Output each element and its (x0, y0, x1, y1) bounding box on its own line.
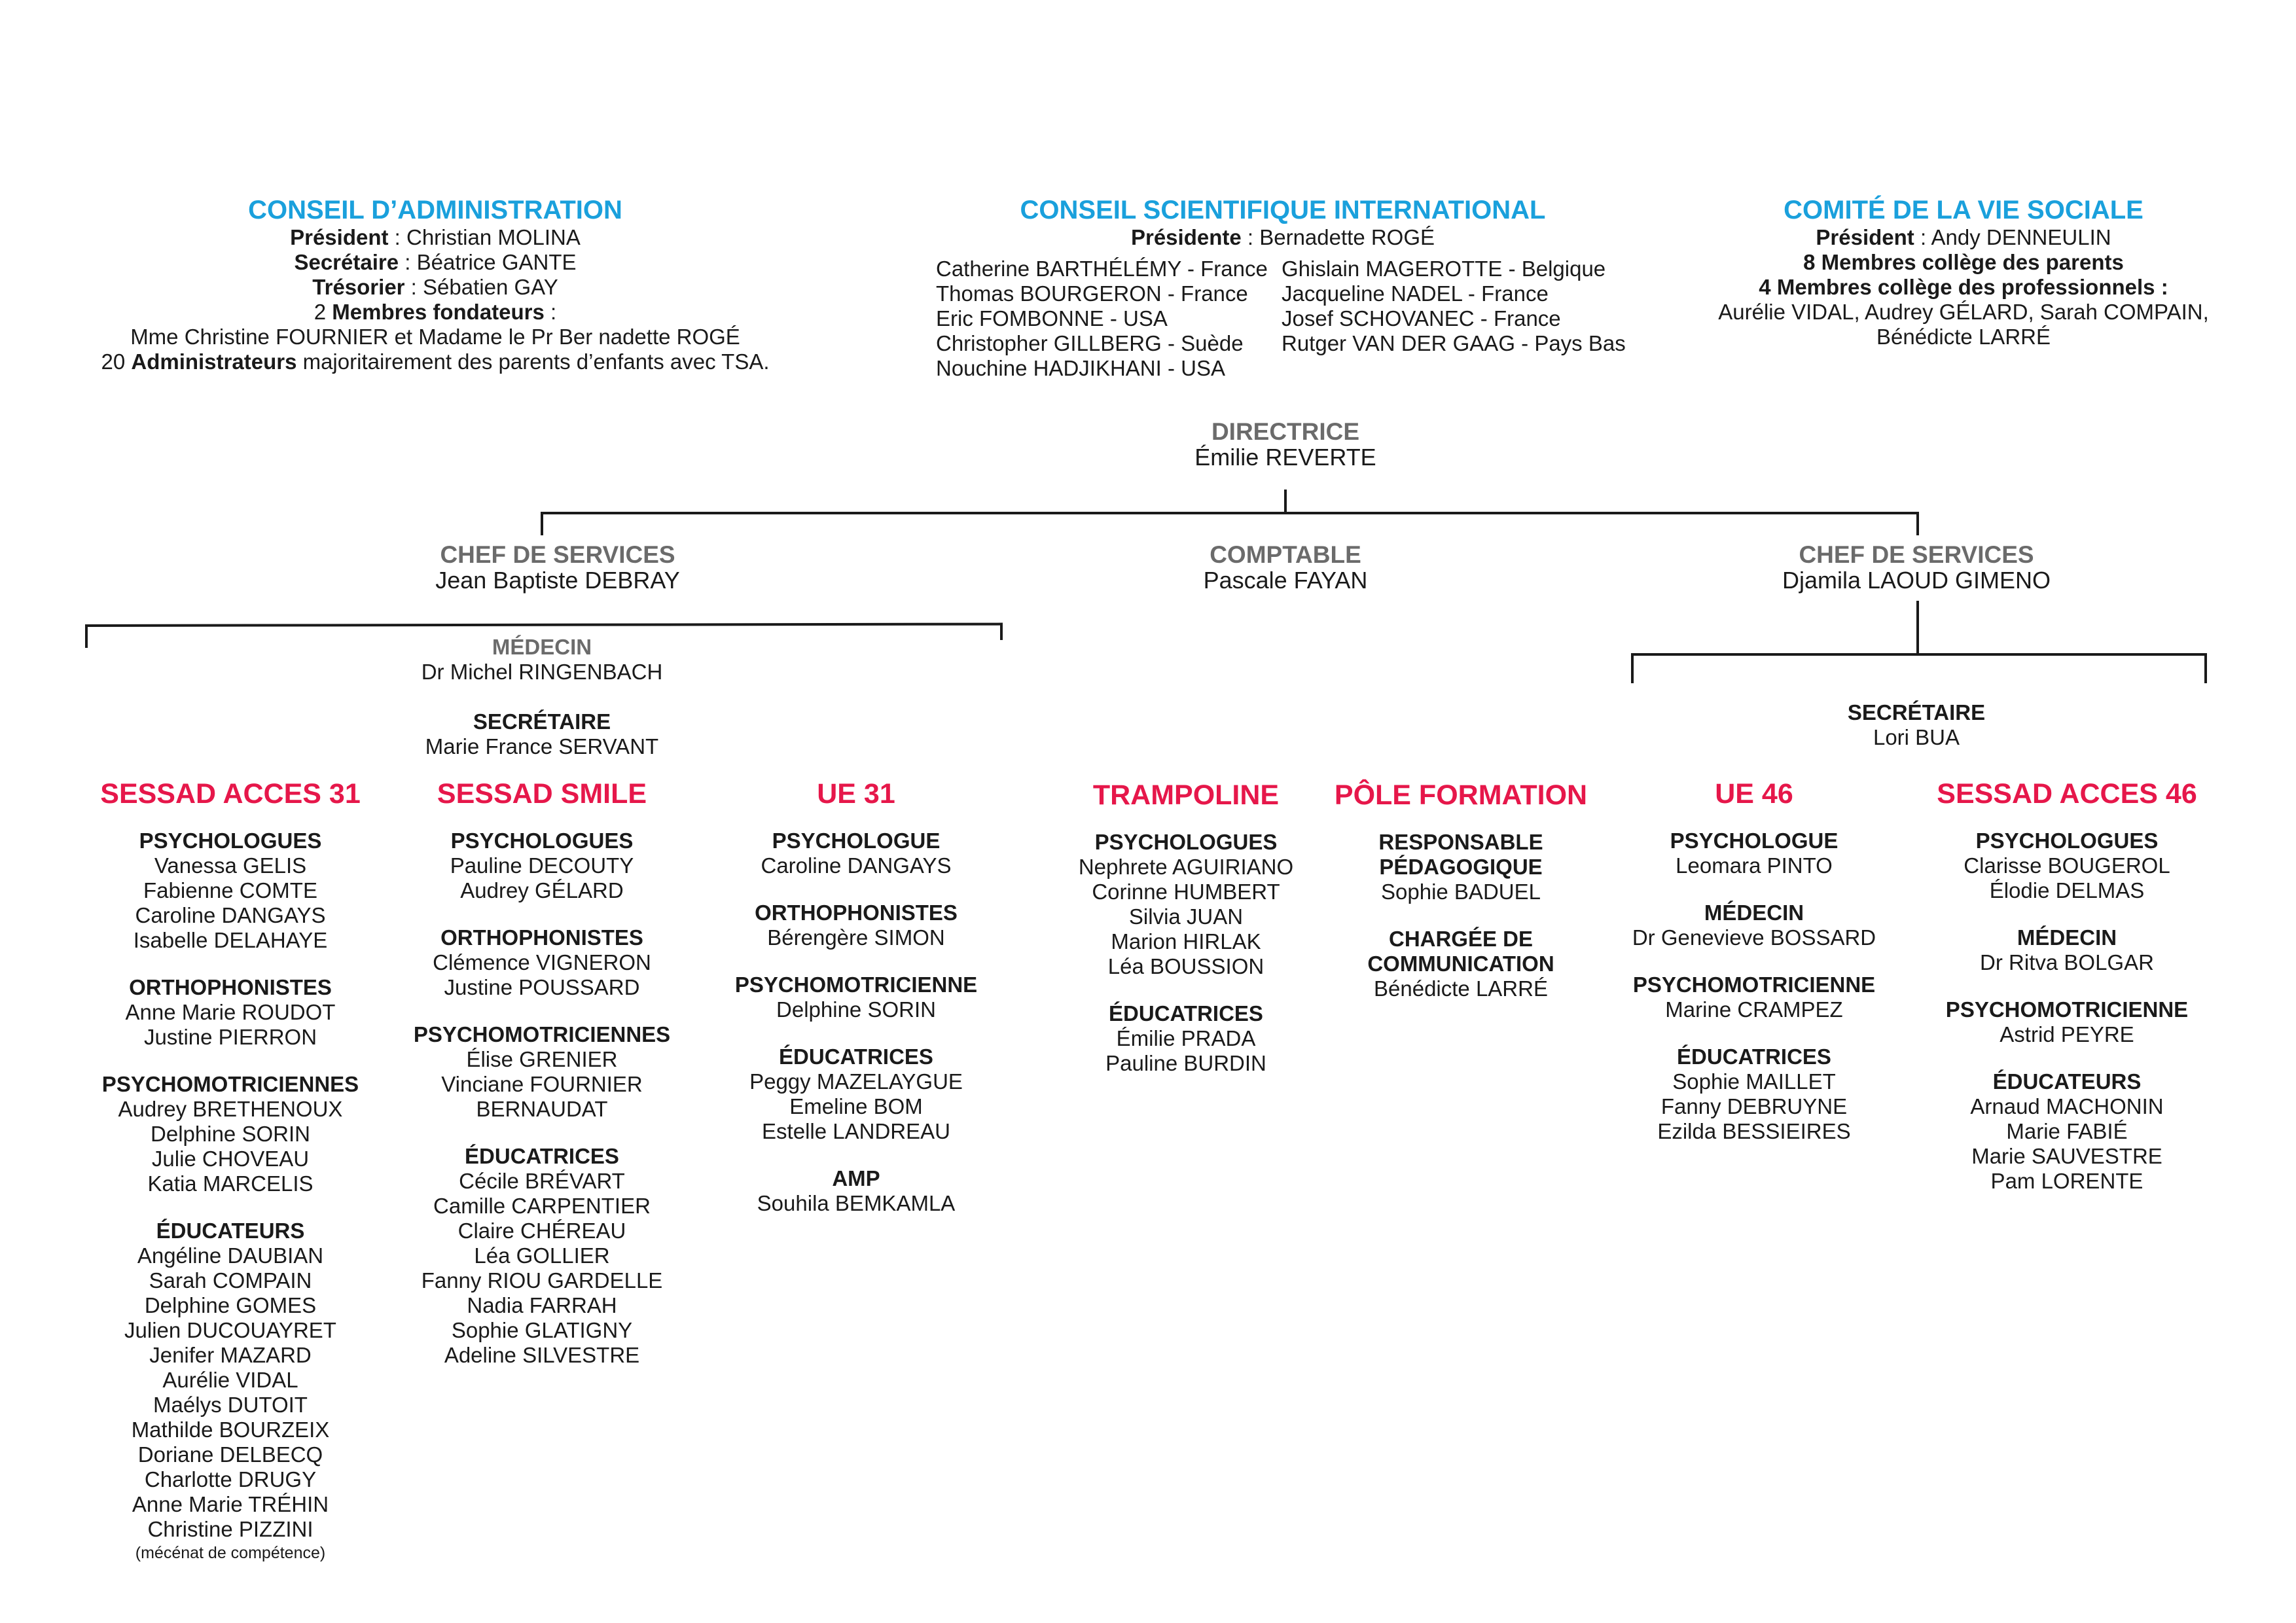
staff-member: Emeline BOM (789, 1094, 923, 1118)
staff-member: Sophie GLATIGNY (451, 1318, 633, 1342)
staff-role-label: MÉDECIN (2017, 925, 2117, 950)
staff-member: Leomara PINTO (1676, 853, 1833, 878)
connector-level1-horizontal (541, 512, 1919, 514)
staff-member: Adeline SILVESTRE (444, 1343, 640, 1367)
staff-member: Pauline BURDIN (1105, 1051, 1266, 1075)
staff-member: Caroline DANGAYS (761, 853, 952, 878)
staff-role-label: PSYCHOLOGUE (772, 829, 941, 853)
staff-member: Estelle LANDREAU (762, 1119, 950, 1143)
connector-left-branch (85, 623, 1003, 627)
staff-member: BERNAUDAT (476, 1097, 608, 1121)
staff-member: Bénédicte LARRÉ (1374, 976, 1548, 1001)
staff-member: Léa BOUSSION (1107, 954, 1265, 978)
staff-member: Julien DUCOUAYRET (124, 1318, 336, 1342)
staff-member: Bérengère SIMON (767, 925, 945, 950)
staff-member: Charlotte DRUGY (144, 1467, 317, 1491)
staff-member: Vanessa GELIS (154, 853, 307, 878)
staff-member: Marion HIRLAK (1111, 929, 1261, 954)
staff-note: (mécénat de compétence) (135, 1544, 326, 1562)
connector-right-branch-end-left (1631, 653, 1634, 683)
staff-member: Marie FABIÉ (2006, 1119, 2128, 1143)
conseil-scientifique-members-left: Catherine BARTHÉLÉMY - France Thomas BOURGERON - France Eric FOMBONNE - USA Christopher GILLBERG - Suède Nouchine HADJIKHANI - USA (936, 257, 1268, 380)
staff-member: Peggy MAZELAYGUE (749, 1069, 963, 1094)
staff-role-label: ÉDUCATEURS (1992, 1069, 2142, 1094)
staff-member: Sarah COMPAIN (149, 1268, 312, 1293)
staff-role-label: RESPONSABLE (1378, 830, 1543, 854)
staff-role-label: PSYCHOMOTRICIENNE (734, 972, 978, 997)
comite-vie-sociale: COMITÉ DE LA VIE SOCIALE Président : Andy DENNEULIN 8 Membres collège des parents 4 Membres collège des professionnels : Aurélie VIDAL, Audrey GÉLARD, Sarah COMPAIN, Bénédicte LARRÉ (1718, 196, 2209, 349)
staff-role-label: ÉDUCATEURS (156, 1219, 305, 1243)
staff-member: Audrey BRETHENOUX (118, 1097, 343, 1121)
connector-chef2-up (1916, 512, 1919, 535)
unit-title: PÔLE FORMATION (1334, 779, 1588, 811)
staff-member: Marie SAUVESTRE (1971, 1144, 2162, 1168)
staff-member: Justine PIERRON (143, 1025, 317, 1049)
staff-member: Christine PIZZINI (147, 1517, 314, 1541)
staff-member: Doriane DELBECQ (137, 1442, 323, 1467)
conseil-administration-title: CONSEIL D’ADMINISTRATION (248, 196, 622, 224)
connector-left-branch-end-right (1000, 623, 1003, 640)
staff-member: Isabelle DELAHAYE (133, 928, 328, 952)
staff-member: Claire CHÉREAU (457, 1219, 626, 1243)
staff-member: Ezilda BESSIEIRES (1657, 1119, 1851, 1143)
connector-chef1-up (541, 512, 543, 535)
staff-role-label: PÉDAGOGIQUE (1379, 855, 1543, 879)
staff-member: Marine CRAMPEZ (1665, 997, 1843, 1022)
staff-member: Delphine GOMES (144, 1293, 317, 1317)
staff-role-label: ÉDUCATRICES (1109, 1001, 1263, 1026)
staff-member: Fabienne COMTE (143, 878, 317, 902)
staff-member: Pauline DECOUTY (450, 853, 634, 878)
staff-member: Élodie DELMAS (1989, 878, 2145, 902)
connector-right-branch-end-right (2204, 653, 2207, 683)
conseil-scientifique: CONSEIL SCIENTIFIQUE INTERNATIONAL Présidente : Bernadette ROGÉ (1020, 196, 1546, 249)
staff-member: Angéline DAUBIAN (137, 1243, 324, 1268)
staff-member: Dr Ritva BOLGAR (1980, 950, 2154, 974)
staff-role-label: ORTHOPHONISTES (440, 925, 643, 950)
staff-member: Émilie PRADA (1116, 1026, 1256, 1050)
staff-role-label: ÉDUCATRICES (1677, 1044, 1831, 1069)
unit-column (414, 777, 670, 1368)
staff-role-label: COMMUNICATION (1367, 952, 1554, 976)
staff-member: Clémence VIGNERON (433, 950, 651, 974)
staff-member: Nadia FARRAH (467, 1293, 617, 1317)
unit-column (100, 777, 360, 1564)
staff-member: Cécile BRÉVART (459, 1169, 625, 1193)
staff-member: Nephrete AGUIRIANO (1078, 855, 1294, 879)
staff-member: Clarisse BOUGEROL (1964, 853, 2170, 878)
medecin-node: MÉDECIN Dr Michel RINGENBACH (421, 635, 663, 684)
unit-column (1632, 777, 1876, 1144)
conseil-scientifique-members-right: Ghislain MAGEROTTE - Belgique Jacqueline NADEL - France Josef SCHOVANEC - France Rutger VAN DER GAAG - Pays Bas (1282, 257, 1626, 355)
staff-role-label: PSYCHOLOGUE (1670, 829, 1839, 853)
staff-role-label: PSYCHOLOGUES (1975, 829, 2159, 853)
staff-member: Julie CHOVEAU (151, 1147, 310, 1171)
unit-title: SESSAD ACCES 46 (1937, 778, 2197, 810)
secretaire-2-node: SECRÉTAIRE Lori BUA (1847, 700, 1986, 749)
staff-member: Justine POUSSARD (444, 975, 640, 999)
comite-vie-sociale-title: COMITÉ DE LA VIE SOCIALE (1784, 196, 2144, 224)
connector-chef2-down (1916, 601, 1919, 654)
staff-role-label: PSYCHOLOGUES (1094, 830, 1278, 854)
unit-title: SESSAD SMILE (437, 778, 647, 810)
unit-title: TRAMPOLINE (1092, 779, 1280, 811)
connector-right-branch (1631, 653, 2207, 656)
staff-member: Delphine SORIN (151, 1122, 310, 1146)
staff-role-label: PSYCHOMOTRICIENNES (413, 1022, 671, 1046)
staff-role-label: ORTHOPHONISTES (129, 975, 332, 999)
unit-column (1079, 779, 1293, 1076)
staff-role-label: PSYCHOMOTRICIENNE (1945, 997, 2189, 1022)
chef-services-1-node: CHEF DE SERVICES Jean Baptiste DEBRAY (435, 541, 680, 594)
conseil-scientifique-title: CONSEIL SCIENTIFIQUE INTERNATIONAL (1020, 196, 1546, 224)
comptable-node: COMPTABLE Pascale FAYAN (1203, 541, 1368, 594)
staff-role-label: PSYCHOMOTRICIENNE (1632, 972, 1876, 997)
unit-title: SESSAD ACCES 31 (100, 778, 361, 810)
staff-member: Camille CARPENTIER (433, 1194, 651, 1218)
staff-member: Katia MARCELIS (147, 1171, 314, 1196)
staff-member: Vinciane FOURNIER (441, 1072, 643, 1096)
staff-member: Pam LORENTE (1990, 1169, 2144, 1193)
staff-role-label: PSYCHOLOGUES (139, 829, 322, 853)
staff-member: Sophie MAILLET (1672, 1069, 1836, 1094)
staff-member: Arnaud MACHONIN (1970, 1094, 2164, 1118)
staff-member: Delphine SORIN (776, 997, 936, 1022)
directrice-node: DIRECTRICE Émilie REVERTE (1194, 418, 1376, 471)
connector-left-branch-end-left (85, 626, 88, 648)
staff-role-label: MÉDECIN (1704, 901, 1804, 925)
staff-member: Souhila BEMKAMLA (757, 1191, 956, 1215)
unit-title: UE 31 (817, 778, 895, 810)
connector-directrice-down (1284, 490, 1287, 514)
staff-member: Aurélie VIDAL (162, 1368, 298, 1392)
staff-member: Sophie BADUEL (1381, 880, 1541, 904)
unit-column (1937, 777, 2197, 1194)
staff-role-label: AMP (832, 1166, 880, 1190)
unit-title: UE 46 (1715, 778, 1793, 810)
staff-role-label: CHARGÉE DE (1388, 927, 1534, 951)
staff-member: Silvia JUAN (1128, 904, 1244, 929)
secretaire-1-node: SECRÉTAIRE Marie France SERVANT (425, 709, 659, 758)
staff-role-label: ÉDUCATRICES (779, 1044, 933, 1069)
staff-role-label: ORTHOPHONISTES (755, 901, 958, 925)
chef-services-2-node: CHEF DE SERVICES Djamila LAOUD GIMENO (1782, 541, 2051, 594)
staff-member: Caroline DANGAYS (135, 903, 326, 927)
staff-member: Astrid PEYRE (2000, 1022, 2134, 1046)
unit-column (1335, 779, 1587, 1001)
staff-member: Corinne HUMBERT (1092, 880, 1280, 904)
staff-member: Jenifer MAZARD (149, 1343, 312, 1367)
staff-role-label: PSYCHOMOTRICIENNES (101, 1072, 359, 1096)
conseil-administration: CONSEIL D’ADMINISTRATION Président : Christian MOLINA Secrétaire : Béatrice GANTE Trésorier : Sébatien GAY 2 Membres fondateurs : Mme Christine FOURNIER et Madame le Pr Ber nadette ROGÉ 20 Administrateurs majoritairement des parents d’enfants avec TSA. (101, 196, 770, 374)
staff-member: Anne Marie ROUDOT (125, 1000, 336, 1024)
staff-member: Mathilde BOURZEIX (131, 1418, 330, 1442)
staff-member: Élise GRENIER (466, 1047, 618, 1071)
staff-role-label: ÉDUCATRICES (465, 1144, 619, 1168)
staff-member: Fanny RIOU GARDELLE (421, 1268, 663, 1293)
staff-member: Fanny DEBRUYNE (1660, 1094, 1848, 1118)
staff-member: Audrey GÉLARD (460, 878, 624, 902)
staff-member: Maélys DUTOIT (153, 1393, 308, 1417)
unit-column (735, 777, 977, 1216)
staff-member: Léa GOLLIER (474, 1243, 610, 1268)
staff-member: Anne Marie TRÉHIN (132, 1492, 329, 1516)
staff-role-label: PSYCHOLOGUES (450, 829, 634, 853)
staff-member: Dr Genevieve BOSSARD (1632, 925, 1876, 950)
